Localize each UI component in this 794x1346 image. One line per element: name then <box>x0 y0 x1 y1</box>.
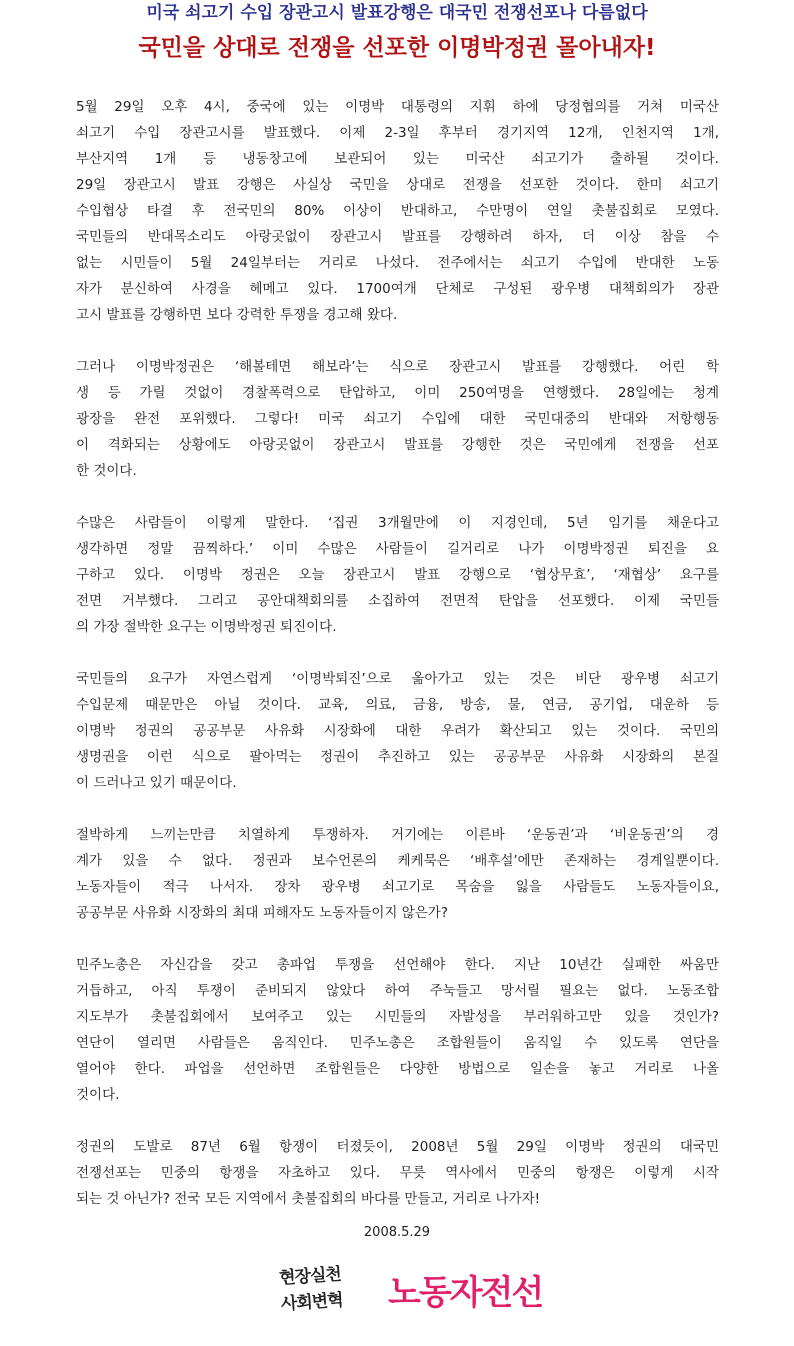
signature-org-name: 노동자전선 <box>388 1273 543 1313</box>
signature-slogan <box>278 1258 386 1317</box>
paragraph-line: 광장을 완전 포위했다. 그렇다! 미국 쇠고기 수입에 대한 국민대중의 반대와 저항행동 <box>76 411 719 427</box>
paragraph-line: 부산지역 1개 등 냉동창고에 보관되어 있는 미국산 쇠고기가 출하될 것이다. <box>76 151 719 167</box>
paragraph-line: 전쟁선포는 민중의 항쟁을 자초하고 있다. 무릇 역사에서 민중의 항쟁은 이렇게 시작 <box>76 1165 719 1181</box>
paragraph-line: 연단이 열리면 사람들은 움직인다. 민주노총은 조합원들이 움직일 수 있도록 연단을 <box>76 1035 719 1051</box>
paragraph <box>76 952 719 1108</box>
paragraph-line: 지도부가 촛불집회에서 보여주고 있는 시민들의 자발성을 부러워하고만 있을 것인가? <box>76 1009 719 1025</box>
paragraph-line: 생 등 가릴 것없이 경찰폭력으로 탄압하고, 이미 250여명을 연행했다. 28일에는 청계 <box>76 385 719 401</box>
paragraph-line: 없는 시민들이 5월 24일부터는 거리로 나섰다. 전주에서는 쇠고기 수입에 반대한 노동 <box>76 255 719 271</box>
paragraph-line: 전면 거부했다. 그리고 공안대책회의를 소집하여 전면적 탄압을 선포했다. 이제 국민들 <box>76 593 719 609</box>
paragraph-line: 민주노총은 자신감을 갖고 총파업 투쟁을 선언해야 한다. 지난 10년간 실패한 싸움만 <box>76 957 719 973</box>
paragraph-line: 계가 있을 수 없다. 정권과 보수언론의 케케묵은 ‘배후설’에만 존재하는 경계일뿐이다. <box>76 853 719 869</box>
paragraph <box>76 822 719 926</box>
paragraph-line: 그러나 이명박정권은 ‘해볼테면 해보라’는 식으로 장관고시 발표를 강행했다. 어린 학 <box>76 359 719 375</box>
paragraph-line: 공공부문 사유화 시장화의 최대 피해자도 노동자들이지 않은가? <box>76 905 448 921</box>
paragraph-line: 자가 분신하여 사경을 헤메고 있다. 1700여개 단체로 구성된 광우병 대책회의가 장관 <box>76 281 719 297</box>
date: 2008.5.29 <box>363 1225 431 1240</box>
paragraph-line: 노동자들이 적극 나서자. 장차 광우병 쇠고기로 목숨을 잃을 사람들도 노동자들이요, <box>76 879 719 895</box>
paragraph <box>76 666 719 796</box>
paragraph-line: 거듭하고, 아직 투쟁이 준비되지 않았다 하여 주눅들고 망서릴 필요는 없다. 노동조합 <box>76 983 719 999</box>
paragraph-line: 생각하면 정말 끔찍하다.’ 이미 수많은 사람들이 길거리로 나가 이명박정권 퇴진을 요 <box>76 541 719 557</box>
headline: 국민을 상대로 전쟁을 선포한 이명박정권 몰아내자! <box>138 35 656 61</box>
paragraph-line: 수많은 사람들이 이렇게 말한다. ‘집권 3개월만에 이 지경인데, 5년 임기를 채운다고 <box>76 515 719 531</box>
paragraph-line: 5월 29일 오후 4시, 중국에 있는 이명박 대통령의 지휘 하에 당정협의를 거쳐 미국산 <box>76 99 719 115</box>
paragraph-line: 쇠고기 수입 장관고시를 발표했다. 이제 2-3일 후부터 경기지역 12개, 인천지역 1개, <box>76 125 719 141</box>
paragraph-line: 국민들의 요구가 자연스럽게 ‘이명박퇴진’으로 옮아가고 있는 것은 비단 광우병 쇠고기 <box>76 671 719 687</box>
signature-slogan-line1: 현장실천 <box>278 1264 342 1289</box>
paragraph-line: 되는 것 아닌가? 전국 모든 지역에서 촛불집회의 바다를 만들고, 거리로 나가자! <box>76 1191 541 1207</box>
paragraph-line: 29일 장관고시 발표 강행은 사실상 국민을 상대로 전쟁을 선포한 것이다. 한미 쇠고기 <box>76 177 719 193</box>
signature-slogan-line2: 사회변혁 <box>280 1290 344 1315</box>
paragraph-line: 수입문제 때문만은 아닐 것이다. 교육, 의료, 금융, 방송, 물, 연금, 공기업, 대운하 등 <box>76 697 719 713</box>
paragraph <box>76 94 719 328</box>
paragraph-line: 수입협상 타결 후 전국민의 80% 이상이 반대하고, 수만명이 연일 촛불집회로 모였다. <box>76 203 719 219</box>
paragraph-line: 구하고 있다. 이명박 정권은 오늘 장관고시 발표 강행으로 ‘협상무효’, ‘재협상’ 요구를 <box>76 567 719 583</box>
paragraph-line: 이 드러나고 있기 때문이다. <box>76 775 237 791</box>
paragraph-line: 것이다. <box>76 1087 120 1103</box>
organization-signature <box>270 1262 543 1326</box>
paragraph-line: 절박하게 느끼는만큼 치열하게 투쟁하자. 거기에는 이른바 ‘운동권’과 ‘비운동권’의 경 <box>76 827 719 843</box>
paragraph-line: 이명박 정권의 공공부문 사유화 시장화에 대한 우려가 확산되고 있는 것이다. 국민의 <box>76 723 719 739</box>
paragraph-line: 국민들의 반대목소리도 아랑곳없이 장관고시 발표를 강행하려 하자, 더 이상 참을 수 <box>76 229 719 245</box>
paragraph <box>76 1134 719 1212</box>
paragraph-line: 정권의 도발로 87년 6월 항쟁이 터졌듯이, 2008년 5월 29일 이명박 정권의 대국민 <box>76 1139 719 1155</box>
paragraph-line: 고시 발표를 강행하면 보다 강력한 투쟁을 경고해 왔다. <box>76 307 398 323</box>
subtitle: 미국 쇠고기 수입 장관고시 발표강행은 대국민 전쟁선포나 다름없다 <box>146 3 648 23</box>
paragraph-line: 생명권을 이런 식으로 팔아먹는 정권이 추진하고 있는 공공부문 사유화 시장화의 본질 <box>76 749 719 765</box>
paragraph-line: 의 가장 절박한 요구는 이명박정권 퇴진이다. <box>76 619 337 635</box>
paragraph-line: 한 것이다. <box>76 463 137 479</box>
article-body <box>76 94 719 1238</box>
paragraph-line: 열어야 한다. 파업을 선언하면 조합원들은 다양한 방법으로 일손을 놓고 거리로 나올 <box>76 1061 719 1077</box>
paragraph <box>76 510 719 640</box>
paragraph <box>76 354 719 484</box>
paragraph-line: 이 격화되는 상황에도 아랑곳없이 장관고시 발표를 강행한 것은 국민에게 전쟁을 선포 <box>76 437 719 453</box>
